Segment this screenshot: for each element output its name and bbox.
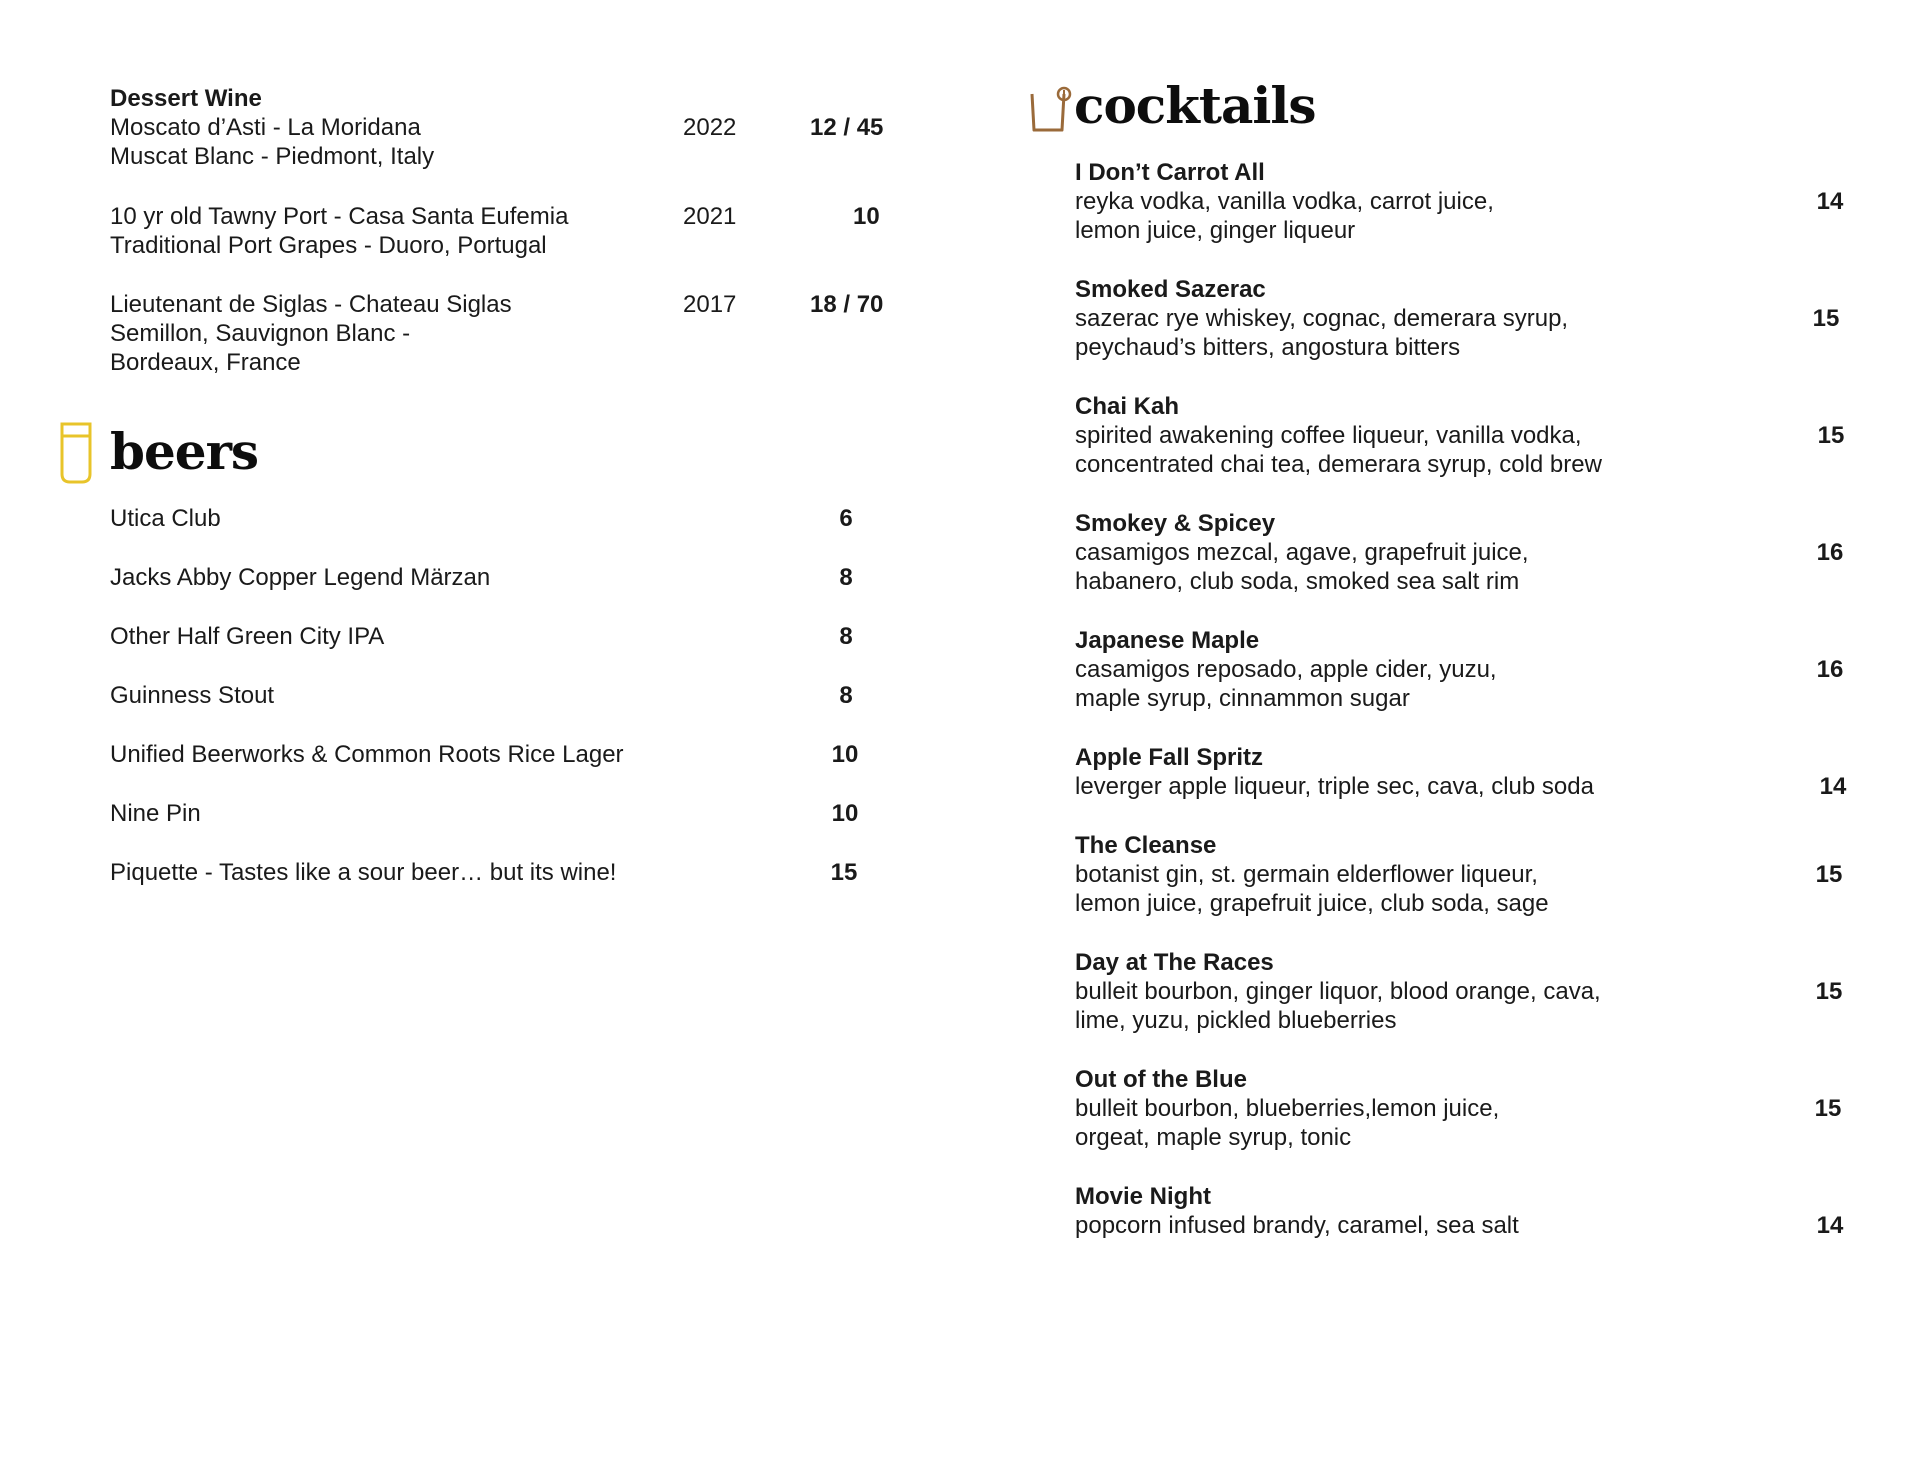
cocktail-description-2: habanero, club soda, smoked sea salt rim: [1075, 568, 1520, 595]
beers-heading: beers: [110, 422, 259, 481]
wine-name: 10 yr old Tawny Port - Casa Santa Eufemia: [110, 203, 569, 230]
cocktail-name: Day at The Races: [1075, 949, 1274, 976]
beer-price: 8: [839, 623, 853, 650]
cocktail-description-2: concentrated chai tea, demerara syrup, cold brew: [1075, 451, 1602, 478]
cocktail-description: spirited awakening coffee liqueur, vanilla vodka,: [1075, 422, 1582, 449]
cocktail-name: The Cleanse: [1075, 832, 1217, 859]
cocktails-heading: cocktails: [1074, 76, 1316, 135]
cocktail-description: botanist gin, st. germain elderflower liqueur,: [1075, 861, 1538, 888]
cocktail-description: bulleit bourbon, blueberries,lemon juice,: [1075, 1095, 1500, 1122]
wine-year: 2022: [683, 114, 737, 141]
cocktail-description: reyka vodka, vanilla vodka, carrot juice,: [1075, 188, 1494, 215]
cocktail-description: casamigos mezcal, agave, grapefruit juice,: [1075, 539, 1529, 566]
cocktail-description-2: maple syrup, cinnammon sugar: [1075, 685, 1410, 712]
wine-detail-2: Bordeaux, France: [110, 349, 301, 376]
beer-price: 8: [839, 682, 853, 709]
cocktail-price: 15: [1815, 861, 1843, 888]
beer-name: Guinness Stout: [110, 682, 275, 709]
cocktail-description: leverger apple liqueur, triple sec, cava, club soda: [1075, 773, 1594, 800]
cocktail-price: 15: [1812, 305, 1840, 332]
cocktail-price: 14: [1816, 188, 1844, 215]
beer-price: 10: [831, 741, 859, 768]
cocktail-description: casamigos reposado, apple cider, yuzu,: [1075, 656, 1497, 683]
beer-price: 10: [831, 800, 859, 827]
cocktail-description: bulleit bourbon, ginger liquor, blood orange, cava,: [1075, 978, 1601, 1005]
cocktail-description-2: lemon juice, grapefruit juice, club soda, sage: [1075, 890, 1549, 917]
wine-price: 18 / 70: [810, 291, 884, 318]
cocktail-name: Apple Fall Spritz: [1075, 744, 1264, 771]
cocktail-glass-icon: [1028, 86, 1076, 139]
beer-price: 8: [839, 564, 853, 591]
wine-year: 2017: [683, 291, 737, 318]
cocktail-description-2: orgeat, maple syrup, tonic: [1075, 1124, 1352, 1151]
beer-name: Nine Pin: [110, 800, 201, 827]
cocktail-name: Japanese Maple: [1075, 627, 1260, 654]
cocktail-description-2: lime, yuzu, pickled blueberries: [1075, 1007, 1397, 1034]
cocktail-price: 15: [1815, 978, 1843, 1005]
beer-name: Piquette - Tastes like a sour beer… but its wine!: [110, 859, 617, 886]
cocktail-description: sazerac rye whiskey, cognac, demerara syrup,: [1075, 305, 1569, 332]
cocktail-price: 14: [1819, 773, 1847, 800]
cocktail-price: 14: [1816, 1212, 1844, 1239]
cocktail-name: Smokey & Spicey: [1075, 510, 1276, 537]
wine-detail: Muscat Blanc - Piedmont, Italy: [110, 143, 435, 170]
cocktail-description: popcorn infused brandy, caramel, sea salt: [1075, 1212, 1519, 1239]
wine-name: Lieutenant de Siglas - Chateau Siglas: [110, 291, 512, 318]
cocktail-price: 16: [1816, 656, 1844, 683]
wine-year: 2021: [683, 203, 737, 230]
wine-price: 10: [853, 203, 880, 230]
wine-detail: Semillon, Sauvignon Blanc -: [110, 320, 411, 347]
wine-name: Moscato d’Asti - La Moridana: [110, 114, 421, 141]
beer-price: 15: [830, 859, 858, 886]
cocktail-description-2: lemon juice, ginger liqueur: [1075, 217, 1356, 244]
wine-detail: Traditional Port Grapes - Duoro, Portugal: [110, 232, 547, 259]
cocktail-price: 16: [1816, 539, 1844, 566]
beer-name: Utica Club: [110, 505, 221, 532]
beer-name: Other Half Green City IPA: [110, 623, 385, 650]
cocktail-price: 15: [1814, 1095, 1842, 1122]
cocktail-name: I Don’t Carrot All: [1075, 159, 1265, 186]
dessert-wine-heading: Dessert Wine: [110, 85, 262, 112]
cocktail-name: Movie Night: [1075, 1183, 1211, 1210]
beer-name: Jacks Abby Copper Legend Märzan: [110, 564, 491, 591]
cocktail-description-2: peychaud’s bitters, angostura bitters: [1075, 334, 1461, 361]
beer-glass-icon: [60, 422, 92, 489]
beer-price: 6: [839, 505, 853, 532]
cocktail-name: Smoked Sazerac: [1075, 276, 1266, 303]
cocktail-name: Chai Kah: [1075, 393, 1180, 420]
wine-price: 12 / 45: [810, 114, 884, 141]
beer-name: Unified Beerworks & Common Roots Rice Lager: [110, 741, 624, 768]
cocktail-price: 15: [1817, 422, 1845, 449]
cocktail-name: Out of the Blue: [1075, 1066, 1247, 1093]
